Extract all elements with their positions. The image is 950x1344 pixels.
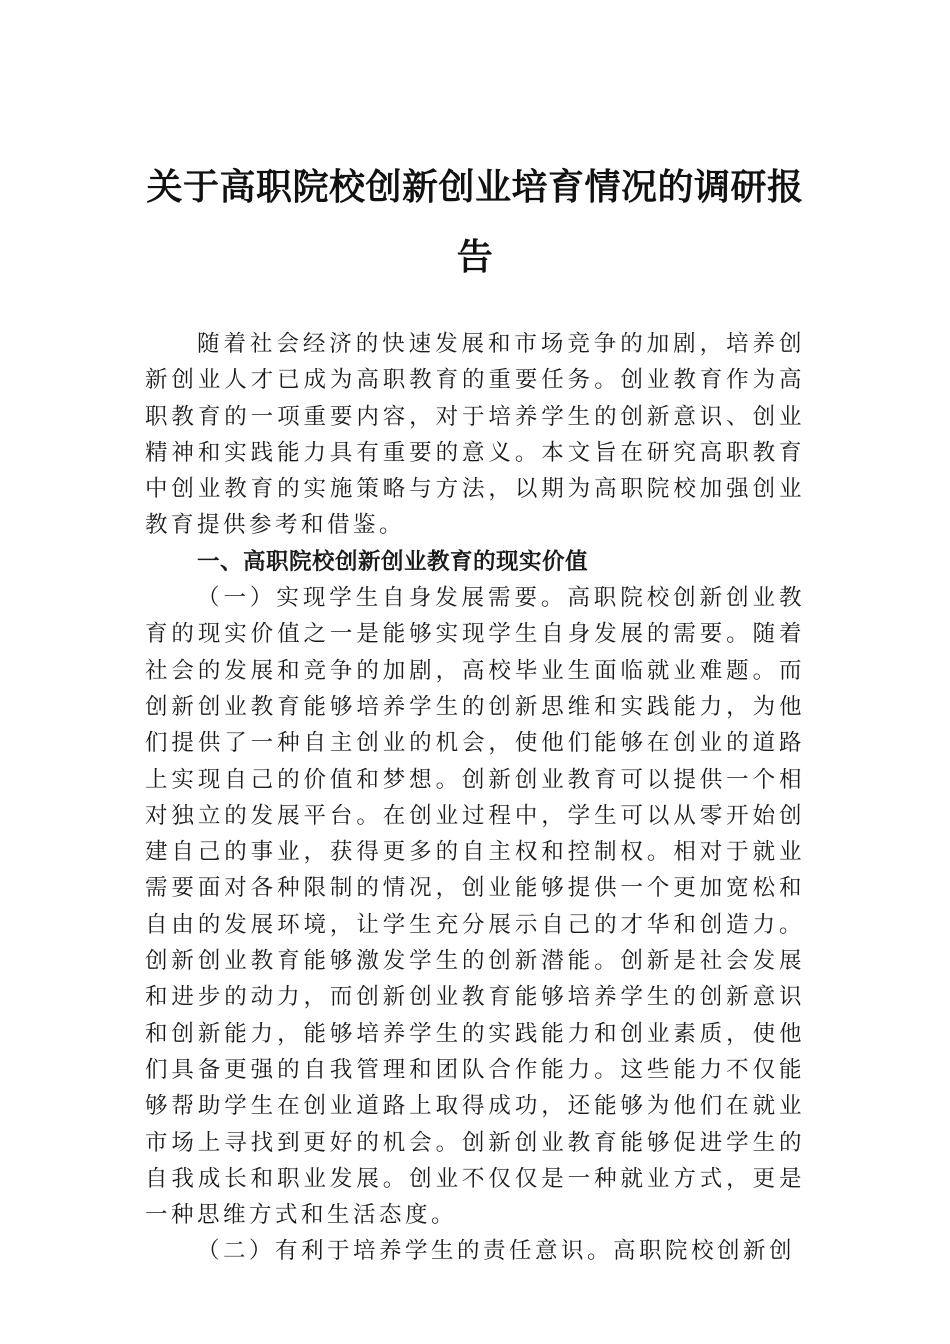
section-heading-1: 一、高职院校创新创业教育的现实价值 [197,548,589,575]
document-title: 关于高职院校创新创业培育情况的调研报告 [146,166,804,278]
document-body [145,326,805,1270]
intro-paragraph: 随着社会经济的快速发展和市场竞争的加剧，培养创新创业人才已成为高职教育的重要任务。创业教育作为高职教育的一项重要内容，对于培养学生的创新意识、创业精神和实践能力具有重要的意义。本文旨在研究高职教育中创业教育的实施策略与方法，以期为高职院校加强创业教育提供参考和借鉴。 [145,331,805,539]
subsection-paragraph-1: （一）实现学生自身发展需要。高职院校创新创业教育的现实价值之一是能够实现学生自身发展的需要。随着社会的发展和竞争的加剧，高校毕业生面临就业难题。而创新创业教育能够培养学生的创新思维和实践能力，为他们提供了一种自主创业的机会，使他们能够在创业的道路上实现自己的价值和梦想。创新创业教育可以提供一个相对独立的发展平台。在创业过程中，学生可以从零开始创建自己的事业，获得更多的自主权和控制权。相对于就业需要面对各种限制的情况，创业能够提供一个更加宽松和自由的发展环境，让学生充分展示自己的才华和创造力。创新创业教育能够激发学生的创新潜能。创新是社会发展和进步的动力，而创新创业教育能够培养学生的创新意识和创新能力，能够培养学生的实践能力和创业素质，使他们具备更强的自我管理和团队合作能力。这些能力不仅能够帮助学生在创业道路上取得成功，还能够为他们在就业市场上寻找到更好的机会。创新创业教育能够促进学生的自我成长和职业发展。创业不仅仅是一种就业方式，更是一种思维方式和生活态度。 [145,585,805,1229]
subsection-paragraph-2: （二）有利于培养学生的责任意识。高职院校创新创 [197,1238,796,1265]
